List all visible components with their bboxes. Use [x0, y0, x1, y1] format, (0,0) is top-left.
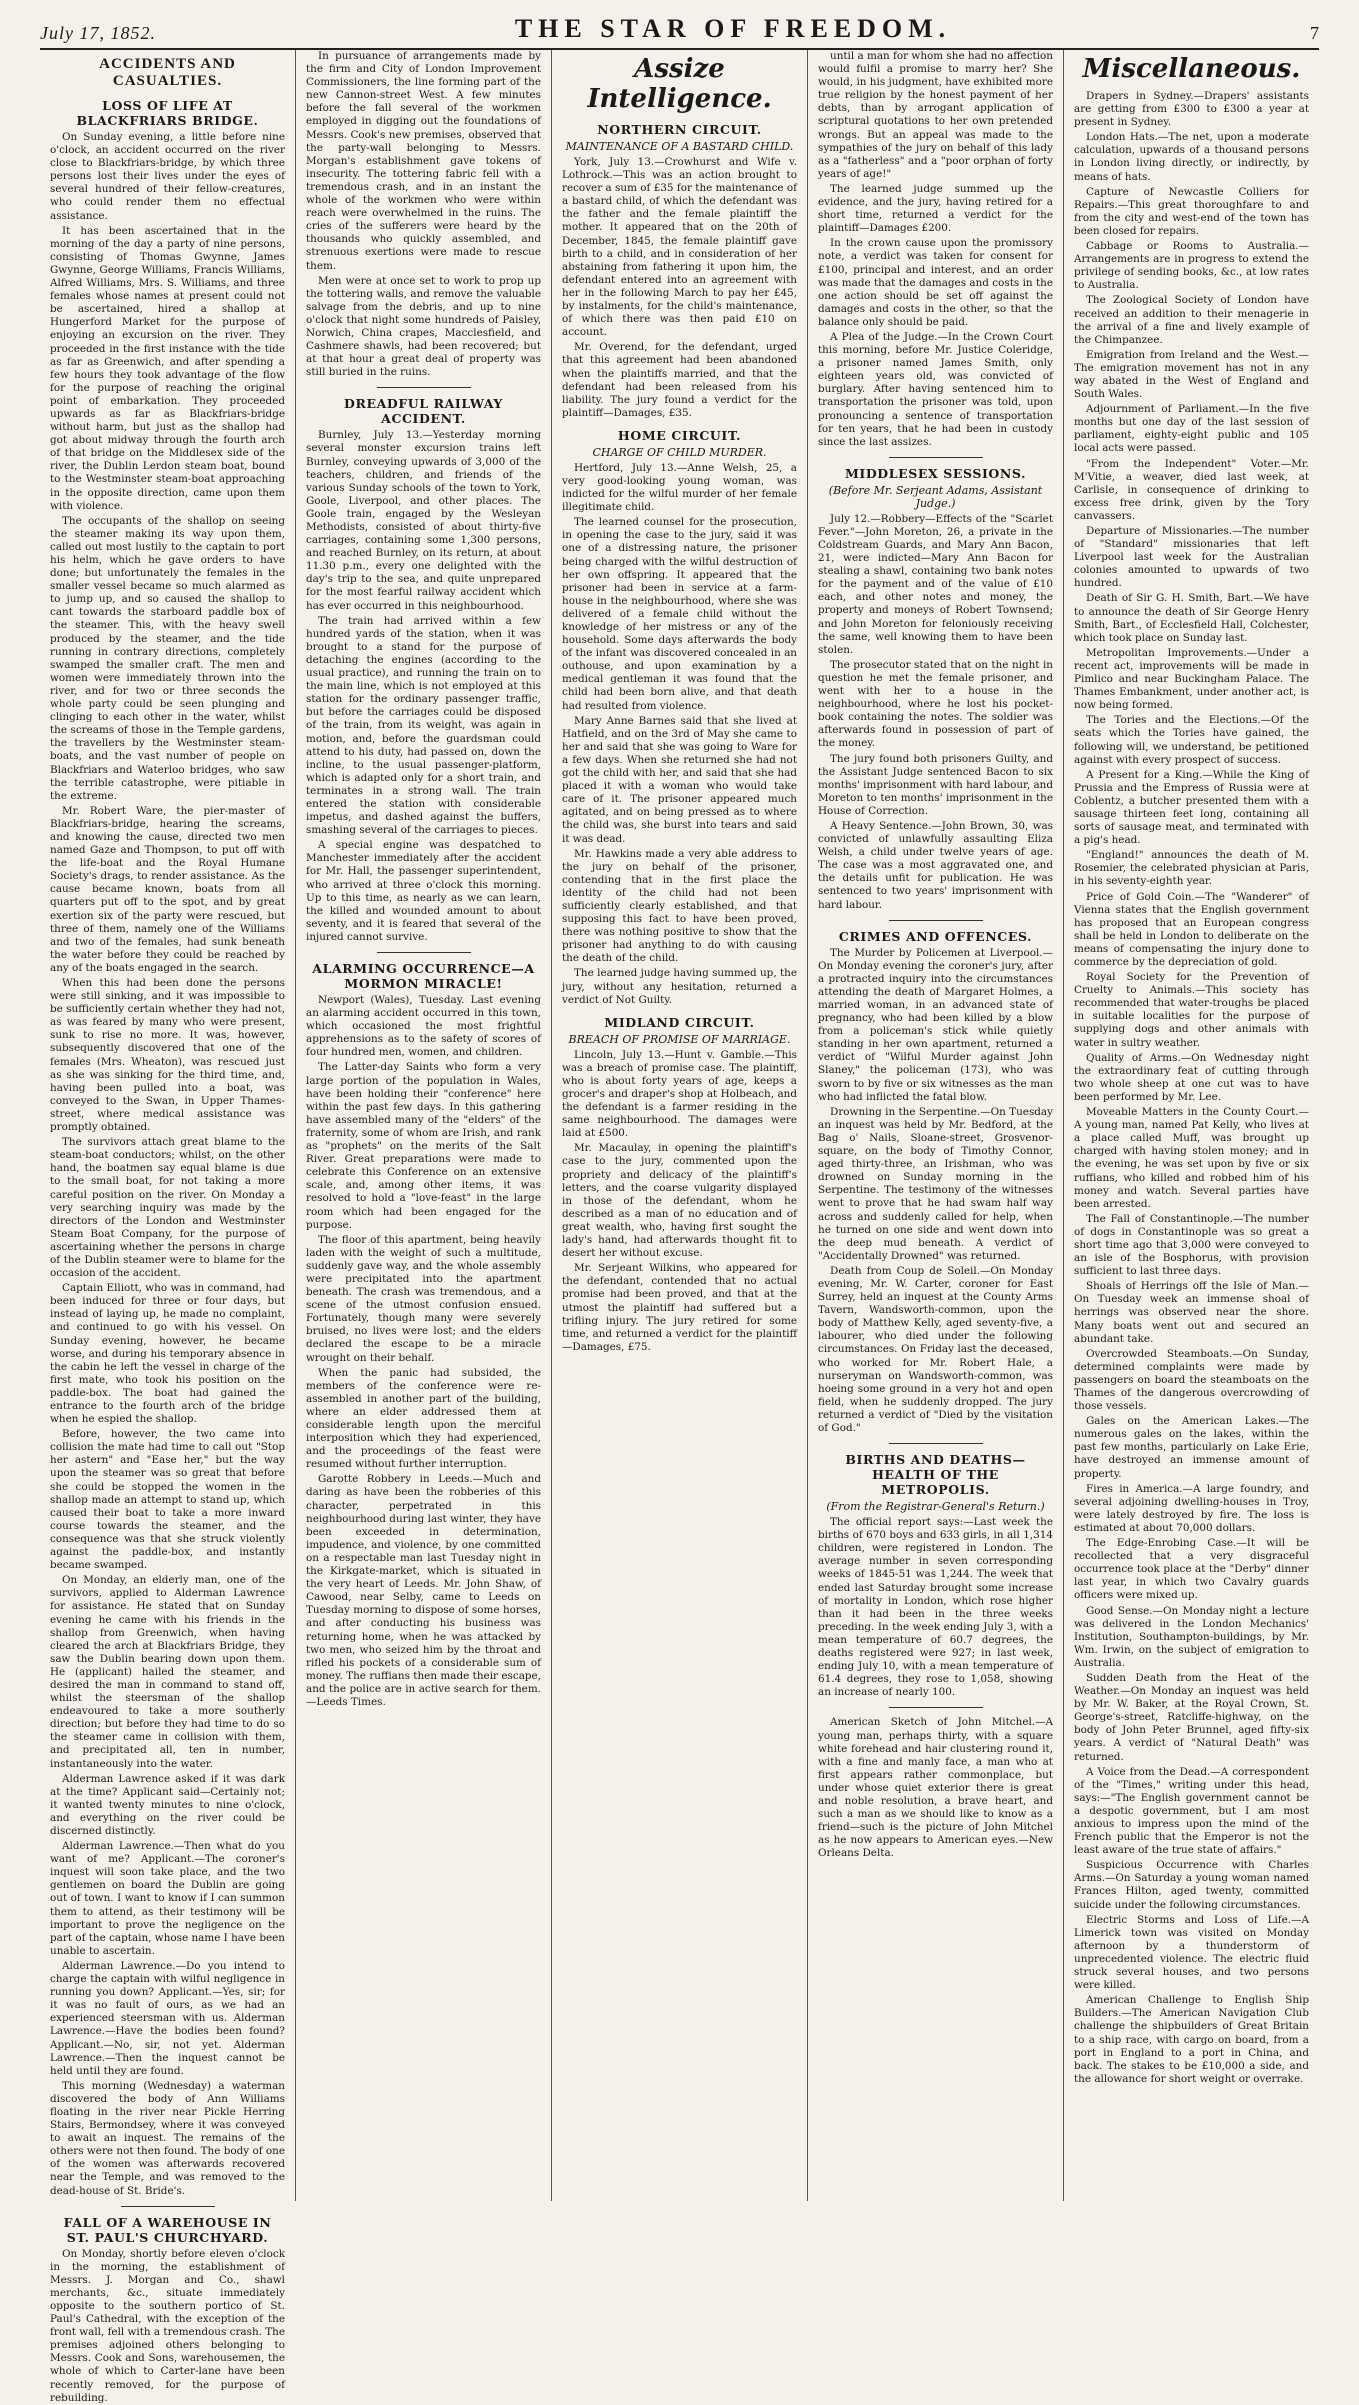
article-subtitle: MAINTENANCE OF A BASTARD CHILD. — [565, 140, 794, 153]
article-paragraph: The jury found both prisoners Guilty, and the Assistant Judge sentenced Bacon to six months' imprisonment with hard labour, and Moreton to ten months' imprisonment in the House of Correction. — [818, 752, 1054, 817]
divider — [121, 2206, 215, 2207]
news-item: Drapers in Sydney.—Drapers' assistants are getting from £300 to £300 a year at present in Sydney. — [1074, 90, 1309, 129]
article-paragraph: Mr. Hawkins made a very able address to the jury on behalf of the prisoner, contending that in the first place the identity of the child had not been sufficiently clearly established, and that supposing this fact to have been proved, there was nothing positive to show that the prisoner had anything to do with causing the death of the child. — [562, 847, 797, 965]
article-subtitle: (Before Mr. Serjeant Adams, Assistant Judge.) — [828, 483, 1043, 510]
article-paragraph: Mr. Macaulay, in opening the plaintiff's case to the jury, commented upon the propriety and delicacy of the plaintiff's letters, and the coarse vulgarity displayed in those of the defendant, whom he described as a man of no education and of great wealth, who, having first sought the lady's hand, had afterwards thought fit to desert her without excuse. — [562, 1142, 797, 1260]
article-paragraph: When the panic had subsided, the members of the conference were re-assembled in another part of the building, where an elder addressed them at considerable length upon the merciful interposition which they had experienced, and the proceedings of the feast were resumed without further interruption. — [306, 1366, 541, 1471]
news-item: Electric Storms and Loss of Life.—A Limerick town was visited on Monday afternoon by a thunderstorm of unprecedented violence. The electric fluid struck several houses, and two persons were killed. — [1074, 1913, 1309, 1992]
news-item: Metropolitan Improvements.—Under a recent act, improvements will be made in Pimlico and near Buckingham Palace. The Thames Embankment, under another act, is now being formed. — [1074, 646, 1309, 712]
news-item: "England!" announces the death of M. Rosemier, the celebrated physician at Paris, in his seventy-eighth year. — [1074, 849, 1309, 888]
news-item: Sudden Death from the Heat of the Weather.—On Monday an inquest was held by Mr. W. Baker, at the Royal Crown, St. George's-street, Ratcliffe-highway, on the body of John Peter Brunnel, aged fifty-six years. A verdict of "Natural Death" was returned. — [1074, 1671, 1309, 1763]
article-paragraph: Mr. Overend, for the defendant, urged that this agreement had been abandoned when the plaintiffs married, and that the defendant had been released from his liability. The jury found a verdict for the plaintiff—Damages, £35. — [562, 341, 797, 419]
article-paragraph: When this had been done the persons were still sinking, and it was impossible to be sufficiently certain whether they had not, as was feared by many who were present, sunk to rise no more. It was, however, subsequently discovered that one of the females (Mrs. Wheaton), was rescued just as she was sinking for the third time, and, having been pulled into a boat, was conveyed to the Swan, in Upper Thames-street, where medical assistance was promptly obtained. — [50, 977, 285, 1134]
issue-date: July 17, 1852. — [40, 23, 156, 43]
columns — [40, 50, 1319, 2404]
news-item: A Present for a King.—While the King of Prussia and the Empress of Russia were at Coblentz, a butcher presented them with a sausage thirteen feet long, containing all sorts of sausage meat, and terminated with a pig's head. — [1074, 768, 1309, 847]
article-title: CRIMES AND OFFENCES. — [838, 928, 1033, 944]
article-title: NORTHERN CIRCUIT. — [597, 122, 762, 137]
section-heading: Miscellaneous. — [1082, 54, 1301, 84]
article-paragraph: Death from Coup de Soleil.—On Monday evening, Mr. W. Carter, coroner for East Surrey, held an inquest at the County Arms Tavern, Wandsworth-common, upon the body of Matthew Kelly, aged seventy-five, a labourer, who died under the following circumstances. On Friday last the deceased, who worked for Mr. Robert Hale, a nurseryman on Wandsworth-common, was hoeing some ground in a very hot and open field, when he suddenly dropped. The jury returned a verdict of "Died by the visitation of God." — [818, 1264, 1053, 1434]
article-paragraph: Mr. Robert Ware, the pier-master of Blackfriars-bridge, hearing the screams, and knowing the cause, directed two men named Gaze and Thompson, to put off with the life-boat and the Royal Humane Society's drags, to render assistance. As the cause became known, boats from all quarters put off to the spot, and by great exertion six of the party were rescued, but three of them, namely one of the Williams and two of the females, had sunk beneath the water before they could be reached by any of the boats engaged in the search. — [50, 804, 285, 974]
article-paragraph: York, July 13.—Crowhurst and Wife v. Lothrock.—This was an action brought to recover a sum of £35 for the maintenance of a bastard child, of which the defendant was the father and the female plaintiff the mother. It appeared that on the 20th of December, 1845, the female plaintiff gave birth to a child, and in consideration of her abstaining from fathering it upon him, the defendant entered into an agreement with her in the following March to pay her £45, by instalments, for the child's maintenance, of which there was then paid £10 on account. — [562, 156, 797, 339]
article-paragraph: Alderman Lawrence.—Do you intend to charge the captain with wilful negligence in running you down? Applicant.—Yes, sir; for it was no fault of ours, as we had an experienced steersman with us. Alderman Lawrence.—Have the bodies been found? Applicant.—No, sir, not yet. Alderman Lawrence.—Then the inquest cannot be held until they are found. — [50, 1959, 285, 2077]
article-paragraph: The Murder by Policemen at Liverpool.—On Monday evening the coroner's jury, after a protracted inquiry into the circumstances attending the death of Margaret Holmes, a married woman, in an advanced state of pregnancy, who had been killed by a blow from a policeman's stick while quietly standing in her own apartment, returned a verdict of "Wilful Murder against John Slaney," the policeman (173), who was sworn to by five or six witnesses as the man who had inflicted the fatal blow. — [818, 946, 1053, 1103]
news-item: Emigration from Ireland and the West.—The emigration movement has not in any way abated in the West of England and South Wales. — [1074, 348, 1309, 401]
column-2 — [296, 50, 552, 2201]
article-paragraph: On Monday, an elderly man, one of the survivors, applied to Alderman Lawrence for assistance. He stated that on Sunday evening he came with his friends in the shallop from Greenwich, when having cleared the arch at Blackfriars Bridge, they saw the Dublin bearing down upon them. He (applicant) hailed the steamer, and desired the man in command to stand off, whilst the steersman of the shallop endeavoured to take a more southerly direction; but before they had time to do so the steamer came in collision with them, and precipitated all, ten in number, instantaneously into the water. — [50, 1574, 285, 1770]
article-paragraph: The train had arrived within a few hundred yards of the station, when it was brought to a stand for the purpose of detaching the engines (according to the usual practice), and running the train on to the main line, which is not employed at this station for the ordinary passenger traffic, but before the carriages could be disposed of the train, from its weight, was again in motion, and, before the guardsman could attend to his duty, had passed on, down the incline, to the usual passenger-platform, which is adapted only for a short train, and terminates in a strong wall. The train entered the station with considerable impetus, and dashed against the buffers, smashing several of the carriages to pieces. — [306, 614, 541, 837]
news-item: The Tories and the Elections.—Of the seats which the Tories have gained, the following will, we understand, be petitioned against with every prospect of success. — [1074, 714, 1309, 766]
news-item: Moveable Matters in the County Court.—A young man, named Pat Kelly, who lives at a place called Muff, was brought up charged with having stolen money; and in the evening, he was set upon by five or six ruffians, who killed and robbed him of his money and watch. Several parties have been arrested. — [1074, 1106, 1309, 1210]
news-item: Fires in America.—A large foundry, and several adjoining dwelling-houses in Troy, were lately destroyed by fire. The loss is estimated at about 70,000 dollars. — [1074, 1482, 1309, 1534]
article-paragraph: Captain Elliott, who was in command, had been induced for three or four days, but instead of laying up, he made no complaint, and continued to go with his vessel. On Sunday evening, however, he became worse, and during his temporary absence in the cabin he left the vessel in charge of the first mate, who took his position on the paddle-box. The boat had gained the entrance to the fourth arch of the bridge when he espied the shallop. — [50, 1282, 285, 1426]
article-paragraph: The survivors attach great blame to the steam-boat conductors; whilst, on the other hand, the boatmen say equal blame is due to the small boat, for not taking a more careful position on the river. On Monday a very searching inquiry was made by the directors of the London and Westminster Steam Boat Company, for the purpose of ascertaining whether the persons in charge of the Dublin steamer were to blame for the occasion of the accident. — [50, 1136, 285, 1280]
news-item: The Zoological Society of London have received an addition to their menagerie in the arrival of a fine and lively example of the Chimpanzee. — [1074, 294, 1309, 346]
article-paragraph: Drowning in the Serpentine.—On Tuesday an inquest was held by Mr. Bedford, at the Bag o' Nails, Sloane-street, Grosvenor-square, on the body of Timothy Connor, aged thirty-three, an Irishman, who was drowned on Sunday morning in the Serpentine. The testimony of the witnesses went to prove that he had swam half way across and suddenly called for help, when he turned on one side and went down into the deep mud beneath. A verdict of "Accidentally Drowned" was returned. — [818, 1105, 1053, 1262]
article-paragraph: Mr. Serjeant Wilkins, who appeared for the defendant, contended that no actual promise had been proved, and that at the utmost the plaintiff had suffered but a trifling injury. The jury retired for some time, and returned a verdict for the plaintiff—Damages, £75. — [562, 1262, 797, 1353]
article-paragraph: Alderman Lawrence.—Then what do you want of me? Applicant.—The coroner's inquest will soon take place, and the two gentlemen on board the Dublin are going out of town. I want to know if I can summon them to attend, as their testimony will be important to prove the negligence on the part of the captain, whose name I have been unable to ascertain. — [50, 1840, 285, 1957]
divider — [377, 952, 471, 953]
article-paragraph: American Sketch of John Mitchel.—A young man, perhaps thirty, with a square white forehead and hair clustering round it, with a fine and manly face, a man who at first appears rather commonplace, but under whose quiet exterior there is great and noble resolution, a brave heart, and such a man as we should like to know as a friend—such is the picture of John Mitchel as he now appears to American eyes.—New Orleans Delta. — [818, 1716, 1053, 1860]
column-1 — [40, 50, 296, 2404]
article-paragraph: The prosecutor stated that on the night in question he met the female prisoner, and went with her to a house in the neighbourhood, where he lost his pocket-book containing the notes. The soldier was afterwards found in possession of part of the money. — [818, 658, 1053, 750]
article-paragraph: In pursuance of arrangements made by the firm and City of London Improvement Commissioners, the line forming part of the new Cannon-street West. A few minutes before the fall several of the workmen employed in digging out the foundations of Messrs. Cook's new premises, observed that the party-wall belonging to Messrs. Morgan's establishment gave tokens of insecurity. The tottering fabric fell with a tremendous crash, and in an instant the whole of the workmen who were within reach were overwhelmed in the ruins. The cries of the sufferers were heard by the thousands who quickly assembled, and strenuous exertions were made to rescue them. — [306, 50, 541, 272]
news-item: Price of Gold Coin.—The "Wanderer" of Vienna states that the English government has proposed that an European congress shall be held in London to deliberate on the means of compensating the injury done to commerce by the depreciation of gold. — [1074, 890, 1309, 968]
article-paragraph: Lincoln, July 13.—Hunt v. Gamble.—This was a breach of promise case. The plaintiff, who is about forty years of age, keeps a grocer's and draper's shop at Holbeach, and the defendant is a farmer residing in the same neighbourhood. The damages were laid at £500. — [562, 1048, 797, 1140]
news-item: A Voice from the Dead.—A correspondent of the "Times," writing under this head, says:—"The English government cannot be a despotic government, but I am most anxious to impress upon the mind of the French public that the Emperor is not the least aware of the true state of affairs." — [1074, 1765, 1309, 1857]
news-item: "From the Independent" Voter.—Mr. M'Vitie, a weaver, died last week, at Carlisle, in consequence of drinking to excess free drink, given by the Tory canvassers. — [1074, 457, 1309, 522]
article-title: ALARMING OCCURRENCE—A MORMON MIRACLE! — [312, 961, 535, 991]
article-paragraph: This morning (Wednesday) a waterman discovered the body of Ann Williams floating in the river near Pickle Herring Stairs, Bermondsey, where it was conveyed to await an inquest. The remains of the others were not then found. The body of one of the women was afterwards recovered near the Temple, and was removed to the dead-house of St. Bride's. — [50, 2079, 285, 2197]
article-subtitle: (From the Registrar-General's Return.) — [826, 1500, 1045, 1514]
news-item: American Challenge to English Ship Builders.—The American Navigation Club challenge the shipbuilders of Great Britain to a ship race, with cargo on board, from a port in England to a port in China, and back. The stakes to be £10,000 a side, and the allowance for short weight or overrake. — [1074, 1994, 1309, 2085]
article-paragraph: A special engine was despatched to Manchester immediately after the accident for Mr. Hall, the passenger superintendent, who arrived at three o'clock this morning. Up to this time, as nearly as we can learn, the killed and wounded amount to about seventy, and it is feared that several of the injured cannot survive. — [306, 839, 541, 943]
divider — [889, 1443, 983, 1444]
article-paragraph: The learned judge summed up the evidence, and the jury, having retired for a short time, returned a verdict for the plaintiff—Damages £200. — [818, 182, 1053, 235]
article-title: MIDLAND CIRCUIT. — [604, 1014, 755, 1030]
news-item: Royal Society for the Prevention of Cruelty to Animals.—This society has recommended that water-troughs be placed in suitable localities for the purpose of supplying dogs and other animals with water in sultry weather. — [1074, 971, 1309, 1049]
divider — [377, 387, 471, 388]
article-paragraph: Garotte Robbery in Leeds.—Much and daring as have been the robberies of this character, perpetrated in this neighbourhood during last winter, they have been exceeded in determination, impudence, and violence, by one committed on a respectable man last Tuesday night in the Kirkgate-market, which is situated in the very heart of Leeds. Mr. John Shaw, of Cawood, near Selby, came to Leeds on Tuesday morning to dispose of some horses, and after conducting his business was returning home, when he was attacked by two men, who seized him by the throat and rifled his pockets of a considerable sum of money. The ruffians then made their escape, and the police are in active search for them.—Leeds Times. — [306, 1473, 541, 1708]
news-item: Cabbage or Rooms to Australia.—Arrangements are in progress to extend the privilege of sending books, &c., at low rates to Australia. — [1074, 240, 1309, 292]
column-5 — [1064, 50, 1319, 2201]
article-paragraph: On Monday, shortly before eleven o'clock in the morning, the establishment of Messrs. J. Morgan and Co., shawl merchants, &c., situate immediately opposite to the southern portico of St. Paul's Cathedral, with the exception of the front wall, fell with a tremendous crash. The premises adjoined others belonging to Messrs. Cook and Sons, warehousemen, the whole of which to Carter-lane have been recently removed, for the purpose of rebuilding. — [50, 2247, 286, 2404]
news-item: Gales on the American Lakes.—The numerous gales on the lakes, within the past few months, particularly on Lake Erie, have destroyed an immense amount of property. — [1074, 1415, 1309, 1480]
article-paragraph: On Sunday evening, a little before nine o'clock, an accident occurred on the river close to Blackfriars-bridge, by which three persons lost their lives under the eyes of several hundred of their fellow-creatures, who could render them no effectual assistance. — [50, 131, 285, 222]
news-item: Death of Sir G. H. Smith, Bart.—We have to announce the death of Sir George Henry Smith, Bart., of Ecclesfield Hall, Colchester, which took place on Sunday last. — [1074, 592, 1309, 644]
divider — [889, 920, 983, 921]
article-paragraph: The learned counsel for the prosecution, in opening the case to the jury, said it was one of a distressing nature, the prisoner being charged with the wilful destruction of her own offspring. It appeared that the prisoner had been in service at a farm-house in the neighbourhood, where she was delivered of a female child without the knowledge of her mistress or any of the household. Some days afterwards the body of the infant was discovered concealed in an outhouse, and upon examination by a medical gentleman it was found that the child had been born alive, and that death had resulted from violence. — [562, 516, 797, 712]
section-heading: ACCIDENTS AND CASUALTIES. — [99, 56, 236, 89]
article-title: LOSS OF LIFE AT BLACKFRIARS BRIDGE. — [76, 98, 259, 128]
section-heading: Assize Intelligence. — [587, 54, 772, 114]
news-item: Overcrowded Steamboats.—On Sunday, determined complaints were made by passengers on board the steamboats on the Thames of the dangerous overcrowding of those vessels. — [1074, 1347, 1309, 1413]
news-item: Suspicious Occurrence with Charles Arms.—On Saturday a young woman named Frances Hilton, aged twenty, committed suicide under the following circumstances. — [1074, 1859, 1309, 1911]
news-item: Shoals of Herrings off the Isle of Man.—On Tuesday week an immense shoal of herrings was observed near the shore. Many boats went out and secured an abundant take. — [1074, 1280, 1309, 1345]
divider — [889, 1707, 983, 1708]
article-paragraph: Before, however, the two came into collision the mate had time to call out "Stop her astern" and "Ease her," but the way upon the steamer was so great that before she could be stopped the women in the shallop made an attempt to stand up, which caused their boat to take a more inward course towards the steamer, and the consequence was that she struck violently against the paddle-box, and instantly became swamped. — [50, 1428, 285, 1572]
article-paragraph: Mary Anne Barnes said that she lived at Hatfield, and on the 3rd of May she came to her and said that she was going to Ware for a few days. When she returned she had not got the child with her, and said that she had placed it with a woman who would take care of it. The prisoner appeared much agitated, and on being pressed as to where the child was, she burst into tears and said it was dead. — [562, 714, 797, 845]
news-item: Adjournment of Parliament.—In the five months but one day of the last session of parliament, eighty-eight public and 105 local acts were passed. — [1074, 403, 1309, 455]
news-item: The Edge-Enrobing Case.—It will be recollected that a very disgraceful occurrence took place at the "Derby" dinner last year, in which two Cavalry guards officers were mixed up. — [1074, 1537, 1309, 1602]
article-paragraph: Alderman Lawrence asked if it was dark at the time? Applicant said—Certainly not; it wanted twenty minutes to nine o'clock, and everything on the river could be discerned distinctly. — [50, 1772, 285, 1837]
newspaper-title: THE STAR OF FREEDOM. — [514, 14, 952, 43]
article-paragraph: Hertford, July 13.—Anne Welsh, 25, a very good-looking young woman, was indicted for the wilful murder of her female illegitimate child. — [562, 461, 797, 514]
article-paragraph: The floor of this apartment, being heavily laden with the weight of such a multitude, suddenly gave way, and the whole assembly were precipitated into the apartment beneath. The crash was tremendous, and a scene of the utmost confusion ensued. Fortunately, though many were severely bruised, no lives were lost; and the elders declared the escape to be a miracle wrought on their behalf. — [306, 1233, 541, 1364]
article-title: BIRTHS AND DEATHS—HEALTH OF THE METROPOLIS. — [845, 1452, 1026, 1498]
column-3 — [552, 50, 808, 2201]
article-paragraph: It has been ascertained that in the morning of the day a party of nine persons, consisting of Thomas Gwynne, James Gwynne, George Williams, Francis Williams, Alfred Williams, Mrs. S. Williams, and three females whose names at present could not be ascertained, hired a shallop at Hungerford Market for the purpose of enjoying an excursion on the river. They proceeded in the first instance with the tide as far as Greenwich, and after spending a few hours they took advantage of the flow for the purpose of reaching the original point of embarkation. They proceeded upwards as far as Blackfriars-bridge without harm, but just as the shallop had got about midway through the fourth arch of that bridge on the Middlesex side of the river, the Dublin Lerdon steam boat, bound to the Westminster steam-boat approaching in the opposite direction, came upon them with violence. — [50, 224, 285, 512]
page-number: 7 — [1310, 23, 1319, 43]
news-item: The Fall of Constantinople.—The number of dogs in Constantinople was so great a short time ago that 3,000 were conveyed to an isle of the Bosphorus, with provision sufficient to last three days. — [1074, 1212, 1309, 1278]
article-paragraph: In the crown cause upon the promissory note, a verdict was taken for consent for £100, principal and interest, and an order was made that the damages and costs in the one action should be set off against the damages and costs in the other, so that the balance only should be paid. — [818, 237, 1053, 328]
article-paragraph: A Plea of the Judge.—In the Crown Court this morning, before Mr. Justice Coleridge, a prisoner named James Smith, only eighteen years old, was convicted of burglary. After having sentenced him to transportation the prisoner was told, upon pronouncing a sentence of transportation for ten years, that he had been in custody since the last assizes. — [818, 330, 1053, 448]
news-item: Capture of Newcastle Colliers for Repairs.—This great thoroughfare to and from the city and west-end of the town has been closed for repairs. — [1074, 185, 1309, 237]
article-title: MIDDLESEX SESSIONS. — [844, 465, 1027, 481]
article-paragraph: The learned judge having summed up, the jury, without any hesitation, returned a verdict of Not Guilty. — [562, 967, 797, 1006]
news-item: Good Sense.—On Monday night a lecture was delivered in the London Mechanics' Institution, Southampton-buildings, by Mr. Wm. Irwin, on the subject of emigration to Australia. — [1074, 1604, 1309, 1669]
article-paragraph: The occupants of the shallop on seeing the steamer making its way upon them, called out most lustily to the captain to port his helm, which he gave orders to have done; but unfortunately the females in the smaller vessel became so much alarmed as to jump up, and so caused the shallop to cant towards the starboard paddle box of the steamer. This, with the heavy swell produced by the steamer, and the tide running in contrary directions, completely swamped the smaller craft. The men and women were immediately thrown into the river, and for two or three seconds the whole party could be seen plunging and clinging to each other in the water, whilst the screams of those in the Temple gardens, the travellers by the Westminster steam-boats, and the vast number of people on Blackfriars and Waterloo bridges, who saw the terrible catastrophe, were pitiable in the extreme. — [50, 514, 285, 802]
article-title: DREADFUL RAILWAY ACCIDENT. — [344, 396, 503, 427]
article-paragraph: The official report says:—Last week the births of 670 boys and 633 girls, in all 1,314 children, were registered in London. The average number in seven corresponding weeks of 1845-51 was 1,244. The week that ended last Saturday brought some increase of mortality in London, which rose higher than it had been in the three weeks preceding. In the week ending July 3, with a mean temperature of 60.7 degrees, the deaths registered were 927; in last week, ending July 10, with a mean temperature of 61.4 degrees, they rose to 1,058, showing an increase of nearly 100. — [818, 1516, 1053, 1699]
masthead — [40, 6, 1319, 50]
news-item: London Hats.—The net, upon a moderate calculation, upwards of a thousand persons in London living directly, or indirectly, by means of hats. — [1074, 131, 1309, 183]
article-paragraph: Newport (Wales), Tuesday. Last evening an alarming accident occurred in this town, which occasioned the most frightful apprehensions as to the safety of scores of four hundred men, women, and children. — [306, 994, 541, 1059]
divider — [889, 457, 983, 458]
article-paragraph: Burnley, July 13.—Yesterday morning several monster excursion trains left Burnley, conveying upwards of 3,000 of the teachers, children, and friends of the various Sunday schools of the town to York, Goole, Liverpool, and other places. The Goole train, engaged by the Wesleyan Methodists, consisted of about thirty-five carriages, containing some 1,300 persons, and reached Burnley, on its return, at about 11.30 p.m., every one delighted with the day's trip to the sea, and quite unprepared for the most fearful railway accident which has ever occurred in this neighbourhood. — [306, 429, 541, 612]
article-subtitle: BREACH OF PROMISE OF MARRIAGE. — [568, 1032, 791, 1046]
article-paragraph: A Heavy Sentence.—John Brown, 30, was convicted of unlawfully assaulting Eliza Welsh, a child under twelve years of age. The case was a most aggravated one, and the details unfit for publication. He was sentenced to two years' imprisonment with hard labour. — [818, 819, 1053, 911]
article-paragraph: until a man for whom she had no affection would fulfil a promise to marry her? She would, in his judgment, have exhibited more true religion by the honest payment of her debts, than by arrogant application of scriptural quotations to her own pretended wrongs. But an appeal was made to the sympathies of the jury on behalf of this lady as a "fatherless" and a "poor orphan of forty years of age!" — [818, 50, 1053, 180]
article-paragraph: Men were at once set to work to prop up the tottering walls, and remove the valuable salvage from the debris, and up to nine o'clock that night some hundreds of Paisley, Norwich, China crapes, Macclesfield, and Cashmere shawls, had been recovered; but at that hour a great deal of property was still buried in the ruins. — [306, 274, 541, 379]
article-subtitle: CHARGE OF CHILD MURDER. — [592, 445, 767, 459]
article-title: FALL OF A WAREHOUSE IN ST. PAUL'S CHURCHYARD. — [63, 2214, 272, 2245]
news-item: Departure of Missionaries.—The number of "Standard" missionaries that left Liverpool last week for the Australian colonies amounted to upwards of two hundred. — [1074, 525, 1309, 590]
article-paragraph: July 12.—Robbery—Effects of the "Scarlet Fever."—John Moreton, 26, a private in the Coldstream Guards, and Mary Ann Bacon, 21, were indicted—Mary Ann Bacon for stealing a shawl, containing two bank notes for the payment and of the value of £10 each, and other notes and money, the property and moneys of Robert Townsend; and John Moreton for feloniously receiving the same, well knowing them to have been stolen. — [818, 512, 1053, 656]
article-paragraph: The Latter-day Saints who form a very large portion of the population in Wales, have been holding their "conference" here within the past few days. In this gathering have assembled many of the "elders" of the fraternity, some of whom are Irish, and rank as "prophets" on the merits of the Salt River. Great preparations were made to celebrate this Conference on an extensive scale, and, among other items, it was resolved to hold a "love-feast" in the large room which had been engaged for the purpose. — [306, 1061, 541, 1231]
article-title: HOME CIRCUIT. — [617, 427, 742, 443]
news-item: Quality of Arms.—On Wednesday night the extraordinary feat of cutting through two whole sheep at one cut was to have been performed by Mr. Lee. — [1074, 1051, 1309, 1103]
column-4 — [808, 50, 1064, 2201]
